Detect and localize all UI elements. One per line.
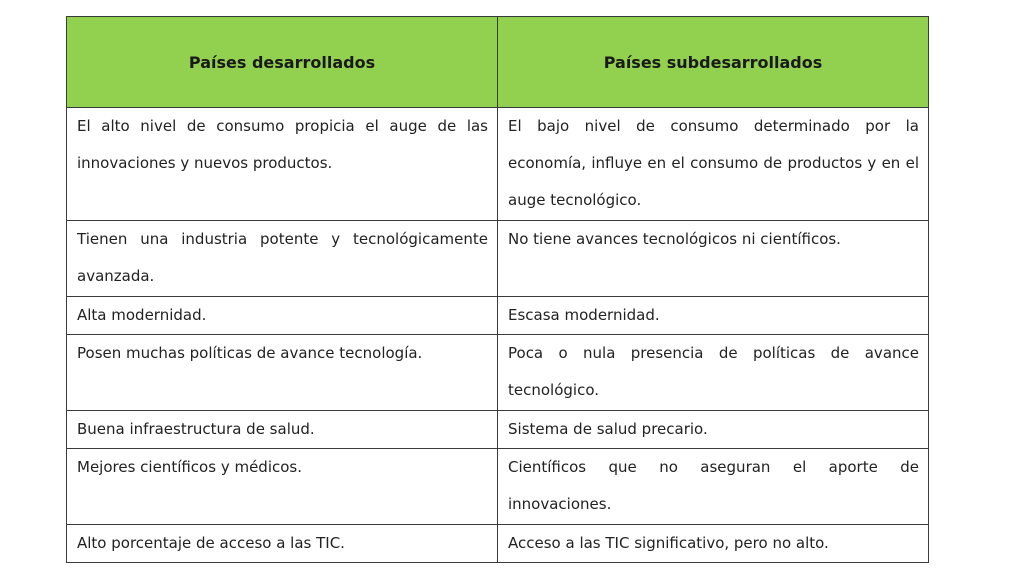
header-developed-countries: Países desarrollados (67, 17, 498, 108)
table-cell-underdeveloped: Poca o nula presencia de políticas de avance tecnológico. (498, 335, 929, 411)
table-cell-underdeveloped: Científicos que no aseguran el aporte de innovaciones. (498, 449, 929, 525)
table-cell-underdeveloped: No tiene avances tecnológicos ni científicos. (498, 221, 929, 297)
table-cell-developed: Posen muchas políticas de avance tecnología. (67, 335, 498, 411)
table-cell-underdeveloped: El bajo nivel de consumo determinado por la economía, influye en el consumo de productos y en el auge tecnológico. (498, 108, 929, 221)
table-row (67, 221, 929, 297)
table-row (67, 108, 929, 221)
table-cell-developed: Alta modernidad. (67, 297, 498, 335)
table-cell-underdeveloped: Escasa modernidad. (498, 297, 929, 335)
table-row (67, 525, 929, 563)
table-cell-underdeveloped: Acceso a las TIC significativo, pero no alto. (498, 525, 929, 563)
table-row (67, 449, 929, 525)
table-header-row (67, 17, 929, 108)
table-cell-developed: Buena infraestructura de salud. (67, 411, 498, 449)
table-cell-developed: Alto porcentaje de acceso a las TIC. (67, 525, 498, 563)
header-underdeveloped-countries: Países subdesarrollados (498, 17, 929, 108)
table-row (67, 335, 929, 411)
table-cell-underdeveloped: Sistema de salud precario. (498, 411, 929, 449)
table-row (67, 297, 929, 335)
comparison-table (66, 16, 929, 563)
table-row (67, 411, 929, 449)
table-cell-developed: El alto nivel de consumo propicia el auge de las innovaciones y nuevos productos. (67, 108, 498, 221)
table-cell-developed: Mejores científicos y médicos. (67, 449, 498, 525)
table-cell-developed: Tienen una industria potente y tecnológicamente avanzada. (67, 221, 498, 297)
